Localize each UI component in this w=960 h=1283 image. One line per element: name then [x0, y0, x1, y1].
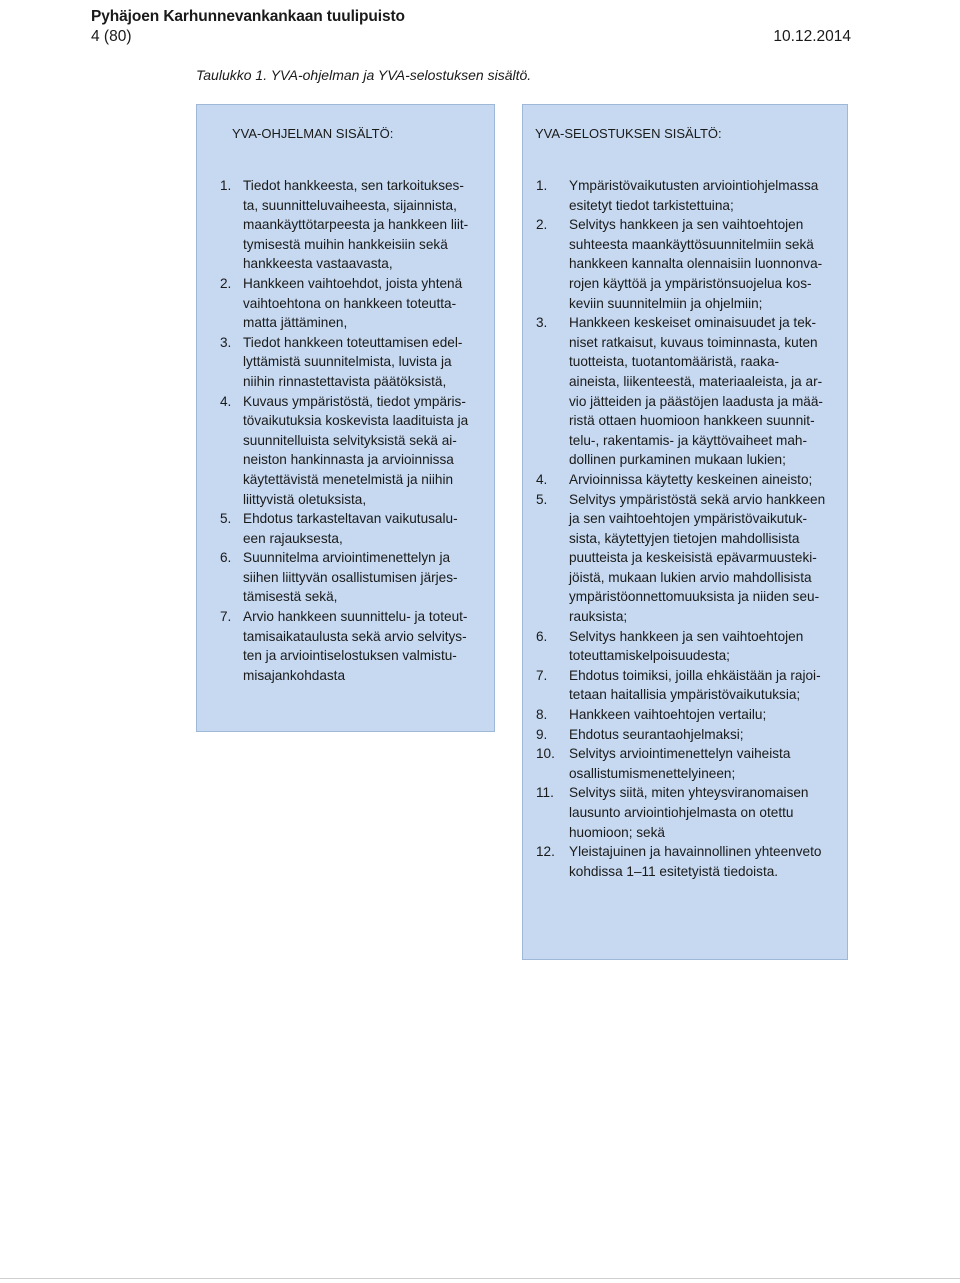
list-item-line: hankkeesta vastaavasta, — [243, 256, 393, 272]
list-item — [220, 607, 485, 685]
list-item — [220, 548, 485, 607]
list-item-line: vaihtoehtona on hankkeen toteutta- — [243, 295, 457, 311]
list-item-number: 2. — [536, 217, 548, 233]
list-item-line: kohdissa 1–11 esitetyistä tiedoista. — [569, 863, 779, 879]
list-item — [536, 490, 839, 627]
list-item-number: 7. — [220, 609, 232, 625]
list-item — [220, 509, 485, 548]
list-item-line: aineista, liikenteestä, materiaaleista, ja ar- — [569, 373, 823, 389]
list-item-number: 6. — [536, 628, 548, 644]
list-item-line: Hankkeen vaihtoehdot, joista yhtenä — [243, 275, 463, 291]
list-item-line: siihen liittyvän osallistumisen järjes- — [243, 569, 458, 585]
yva-report-content-box — [522, 104, 848, 960]
list-item-line: dollinen purkaminen mukaan lukien; — [569, 452, 786, 468]
list-item-line: sista, käytettyjen tietojen mahdollisista — [569, 530, 800, 546]
list-item-line: Kuvaus ympäristöstä, tiedot ympäris- — [243, 393, 466, 409]
list-item-line: Yleistajuinen ja havainnollinen yhteenveto — [569, 844, 822, 860]
list-item-line: matta jättäminen, — [243, 315, 348, 331]
list-item — [220, 333, 485, 392]
list-item-number: 7. — [536, 667, 548, 683]
list-item — [220, 176, 485, 274]
list-item-line: rauksista; — [569, 609, 628, 625]
list-item-line: ympäristöonnettomuuksista ja niiden seu- — [569, 589, 820, 605]
list-item-line: tämisestä sekä, — [243, 589, 338, 605]
yva-report-heading: YVA-SELOSTUKSEN SISÄLTÖ: — [535, 126, 722, 141]
list-item-line: ristä ottaen huomioon hankkeen suunnit- — [569, 413, 815, 429]
list-item-line: Selvitys arviointimenettelyn vaiheista — [569, 746, 791, 762]
list-item-number: 4. — [220, 393, 232, 409]
list-item-line: tamisaikataulusta sekä arvio selvitys- — [243, 628, 467, 644]
list-item-line: neiston hankinnasta ja arvioinnissa — [243, 452, 454, 468]
list-item-number: 1. — [536, 178, 548, 193]
footer-divider — [0, 1278, 960, 1279]
list-item — [536, 725, 839, 745]
list-item-number: 1. — [220, 178, 232, 193]
list-item-line: misajankohdasta — [243, 667, 346, 683]
list-item-line: ja sen vaihtoehtojen ympäristövaikutuk- — [569, 511, 808, 527]
document-date: 10.12.2014 — [773, 28, 851, 45]
list-item-line: Hankkeen keskeiset ominaisuudet ja tek- — [569, 315, 817, 331]
list-item — [536, 627, 839, 666]
list-item-line: puutteista ja keskeisistä epävarmuusteki- — [569, 550, 817, 566]
list-item-number: 5. — [220, 511, 232, 527]
list-item-line: telu-, rakentamis- ja käyttövaiheet mah- — [569, 432, 807, 448]
list-item-number: 12. — [536, 844, 555, 860]
list-item-line: niihin rinnastettavista päätöksistä, — [243, 373, 447, 389]
list-item-line: lyttämistä suunnitelmista, luvista ja — [243, 354, 452, 370]
list-item-line: Tiedot hankkeesta, sen tarkoitukses- — [243, 178, 464, 193]
list-item-number: 10. — [536, 746, 555, 762]
list-item-line: Arvio hankkeen suunnittelu- ja toteut- — [243, 609, 468, 625]
list-item-line: esitetyt tiedot tarkistettuina; — [569, 197, 734, 213]
list-item-number: 11. — [536, 785, 554, 801]
list-item — [536, 313, 839, 470]
list-item-number: 9. — [536, 726, 548, 742]
list-item-line: niset ratkaisut, kuvaus toiminnasta, kuten — [569, 334, 818, 350]
list-item-line: keviin suunnitelmiin ja ohjelmiin; — [569, 295, 763, 311]
list-item-line: huomioon; sekä — [569, 824, 665, 840]
list-item-line: jöistä, mukaan lukien arvio mahdollisista — [569, 569, 812, 585]
page-number: 4 (80) — [91, 28, 132, 45]
document-title: Pyhäjoen Karhunnevankankaan tuulipuisto — [91, 8, 405, 25]
yva-programme-list — [220, 176, 485, 685]
list-item-number: 3. — [536, 315, 548, 331]
list-item-line: Selvitys hankkeen ja sen vaihtoehtojen — [569, 217, 804, 233]
list-item-line: suunnitelluista selvityksistä sekä ai- — [243, 432, 457, 448]
list-item-line: tetaan haitallisia ympäristövaikutuksia; — [569, 687, 801, 703]
list-item-line: tuotteista, tuotantomääristä, raaka- — [569, 354, 780, 370]
list-item-line: toteuttamiskelpoisuudesta; — [569, 648, 730, 664]
list-item-line: Ehdotus seurantaohjelmaksi; — [569, 726, 744, 742]
list-item — [536, 705, 839, 725]
list-item — [536, 470, 839, 490]
list-item-line: osallistumismenettelyineen; — [569, 765, 736, 781]
yva-programme-heading: YVA-OHJELMAN SISÄLTÖ: — [232, 126, 394, 141]
list-item-line: Selvitys hankkeen ja sen vaihtoehtojen — [569, 628, 804, 644]
list-item-number: 6. — [220, 550, 232, 566]
list-item-line: Selvitys ympäristöstä sekä arvio hankkeen — [569, 491, 826, 507]
list-item-line: rojen käyttöä ja ympäristönsuojelua kos- — [569, 275, 812, 291]
list-item — [536, 666, 839, 705]
list-item-line: Tiedot hankkeen toteuttamisen edel- — [243, 334, 463, 350]
list-item-line: ta, suunnitteluvaiheesta, sijainnista, — [243, 197, 457, 213]
list-item-line: een rajauksesta, — [243, 530, 343, 546]
list-item-line: maankäyttötarpeesta ja hankkeen liit- — [243, 217, 469, 233]
list-item-number: 5. — [536, 491, 548, 507]
list-item-line: vio jätteiden ja päästöjen laadusta ja mää- — [569, 393, 823, 409]
list-item-number: 3. — [220, 334, 232, 350]
list-item-number: 8. — [536, 707, 548, 723]
list-item-line: Ehdotus toimiksi, joilla ehkäistään ja rajoi- — [569, 667, 821, 683]
list-item-line: Suunnitelma arviointimenettelyn ja — [243, 550, 451, 566]
list-item-line: Ympäristövaikutusten arviointiohjelmassa — [569, 178, 819, 193]
list-item-line: ten ja arviointiselostuksen valmistu- — [243, 648, 457, 664]
list-item — [536, 783, 839, 842]
list-item-line: tövaikutuksia koskevista laadituista ja — [243, 413, 469, 429]
list-item-line: käytettävistä menetelmistä ja niihin — [243, 471, 454, 487]
list-item — [536, 176, 839, 215]
list-item-line: Hankkeen vaihtoehtojen vertailu; — [569, 707, 767, 723]
list-item-line: lausunto arviointiohjelmasta on otettu — [569, 805, 794, 820]
yva-programme-content-box — [196, 104, 495, 732]
table-caption: Taulukko 1. YVA-ohjelman ja YVA-selostuksen sisältö. — [196, 67, 532, 83]
list-item-line: Ehdotus tarkasteltavan vaikutusalu- — [243, 511, 458, 527]
list-item-line: suhteesta maankäyttösuunnitelmiin sekä — [569, 236, 814, 252]
list-item-number: 4. — [536, 471, 548, 487]
list-item-line: Arvioinnissa käytetty keskeinen aineisto; — [569, 471, 813, 487]
list-item-line: hankkeen kannalta olennaisiin luonnonva- — [569, 256, 823, 272]
list-item — [536, 842, 839, 881]
list-item — [536, 744, 839, 783]
list-item-line: Selvitys siitä, miten yhteysviranomaisen — [569, 785, 809, 801]
list-item — [536, 215, 839, 313]
list-item — [220, 274, 485, 333]
list-item-line: liittyvistä oletuksista, — [243, 491, 367, 507]
list-item-line: tymisestä muihin hankkeisiin sekä — [243, 236, 448, 252]
list-item-number: 2. — [220, 275, 232, 291]
yva-report-list — [536, 176, 839, 881]
list-item — [220, 392, 485, 510]
